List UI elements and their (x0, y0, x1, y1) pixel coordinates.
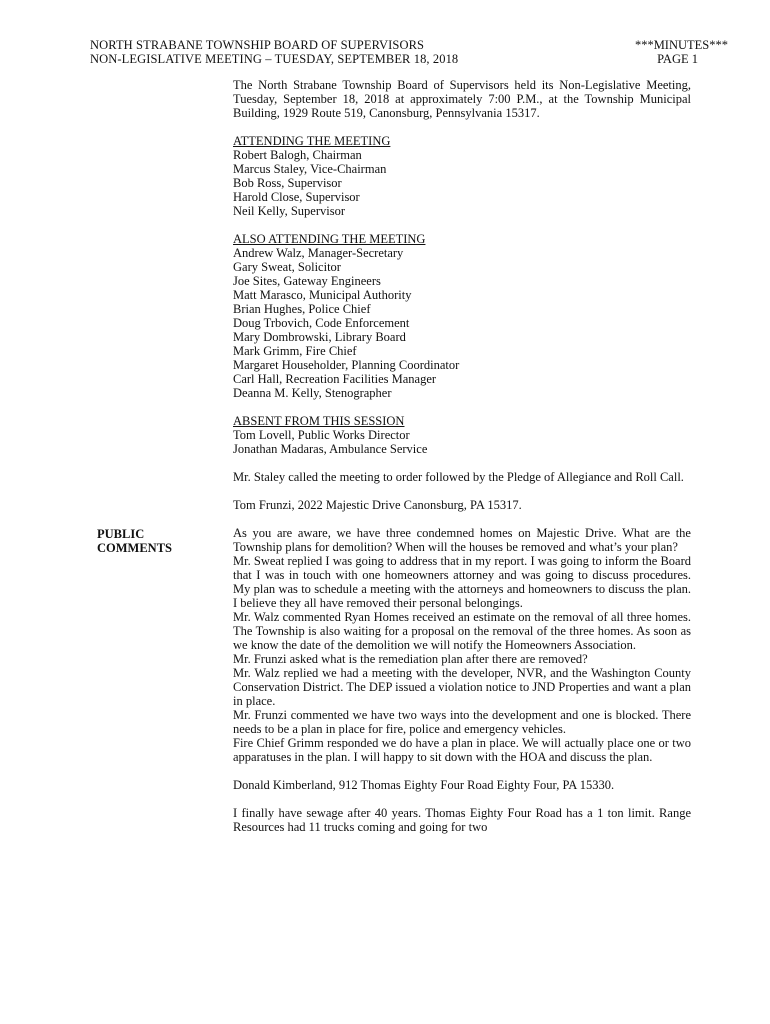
header-township-line: NORTH STRABANE TOWNSHIP BOARD OF SUPERVISORS (90, 38, 425, 52)
document-header-title (90, 38, 560, 66)
header-minutes-label: ***MINUTES*** (634, 38, 728, 52)
attendee: Marcus Staley, Vice-Chairman (233, 162, 387, 176)
attending-section (233, 134, 691, 218)
staff-attendee: Andrew Walz, Manager-Secretary (233, 246, 404, 260)
call-to-order-paragraph: Mr. Staley called the meeting to order followed by the Pledge of Allegiance and Roll Call. (233, 470, 684, 484)
staff-attendee: Gary Sweat, Solicitor (233, 260, 341, 274)
staff-attendee: Brian Hughes, Police Chief (233, 302, 371, 316)
staff-attendee: Mark Grimm, Fire Chief (233, 344, 357, 358)
header-meeting-line: NON-LEGISLATIVE MEETING – TUESDAY, SEPTEMBER 18, 2018 (90, 52, 459, 66)
speaker-kimberland: Donald Kimberland, 912 Thomas Eighty Four Road Eighty Four, PA 15330. (233, 778, 615, 792)
also-attending-section (233, 232, 691, 400)
section-label-public-comments (97, 527, 172, 555)
staff-attendee: Doug Trbovich, Code Enforcement (233, 316, 410, 330)
comment-paragraph: Mr. Frunzi commented we have two ways into the development and one is blocked. There needs to be a plan in place for fire, police and emergency vehicles. (233, 708, 691, 736)
public-comments-discussion (233, 526, 691, 764)
also-attending-heading: ALSO ATTENDING THE MEETING (233, 232, 426, 246)
staff-attendee: Joe Sites, Gateway Engineers (233, 274, 381, 288)
intro-paragraph: The North Strabane Township Board of Supervisors held its Non-Legislative Meeting, Tuesday, September 18, 2018 at approximately 7:00 P.M., at the Township Municipal Building, 1929 Route 519, Canonsburg, Pennsylvania 15317. (233, 78, 691, 120)
attendee: Robert Balogh, Chairman (233, 148, 362, 162)
section-label-line2: COMMENTS (97, 541, 172, 555)
section-label-line1: PUBLIC (97, 527, 145, 541)
absent-heading: ABSENT FROM THIS SESSION (233, 414, 405, 428)
absent-member: Jonathan Madaras, Ambulance Service (233, 442, 428, 456)
attendee: Harold Close, Supervisor (233, 190, 360, 204)
comment-paragraph: Mr. Frunzi asked what is the remediation plan after there are removed? (233, 652, 588, 666)
header-page-number: PAGE 1 (657, 52, 698, 66)
absent-member: Tom Lovell, Public Works Director (233, 428, 410, 442)
kimberland-comment: I finally have sewage after 40 years. Thomas Eighty Four Road has a 1 ton limit. Range Resources had 11 trucks coming and going for two (233, 806, 691, 834)
attendee: Neil Kelly, Supervisor (233, 204, 346, 218)
attendee: Bob Ross, Supervisor (233, 176, 342, 190)
staff-attendee: Matt Marasco, Municipal Authority (233, 288, 412, 302)
absent-section (233, 414, 691, 456)
comment-paragraph: Mr. Sweat replied I was going to address that in my report. I was going to inform the Board that I was in touch with one homeowners attorney and was going to discuss procedures. My plan was to schedule a meeting with the attorneys and homeowners to discuss the plan. I believe they all have removed their personal belongings. (233, 554, 691, 610)
attending-heading: ATTENDING THE MEETING (233, 134, 391, 148)
speaker-frunzi: Tom Frunzi, 2022 Majestic Drive Canonsburg, PA 15317. (233, 498, 522, 512)
staff-attendee: Margaret Householder, Planning Coordinator (233, 358, 460, 372)
comment-paragraph: Mr. Walz commented Ryan Homes received an estimate on the removal of all three homes. The Township is also waiting for a proposal on the removal of the three homes. As soon as we know the date of the demolition we will notify the Homeowners Association. (233, 610, 691, 652)
minutes-body (233, 78, 691, 834)
staff-attendee: Deanna M. Kelly, Stenographer (233, 386, 392, 400)
document-header-right (600, 38, 728, 66)
comment-paragraph: As you are aware, we have three condemned homes on Majestic Drive. What are the Township plans for demolition? When will the houses be removed and what’s your plan? (233, 526, 691, 554)
comment-paragraph: Mr. Walz replied we had a meeting with the developer, NVR, and the Washington County Conservation District. The DEP issued a violation notice to JND Properties and want a plan in place. (233, 666, 691, 708)
comment-paragraph: Fire Chief Grimm responded we do have a plan in place. We will actually place one or two apparatuses in the plan. I will happy to sit down with the HOA and discuss the plan. (233, 736, 691, 764)
staff-attendee: Mary Dombrowski, Library Board (233, 330, 406, 344)
staff-attendee: Carl Hall, Recreation Facilities Manager (233, 372, 437, 386)
